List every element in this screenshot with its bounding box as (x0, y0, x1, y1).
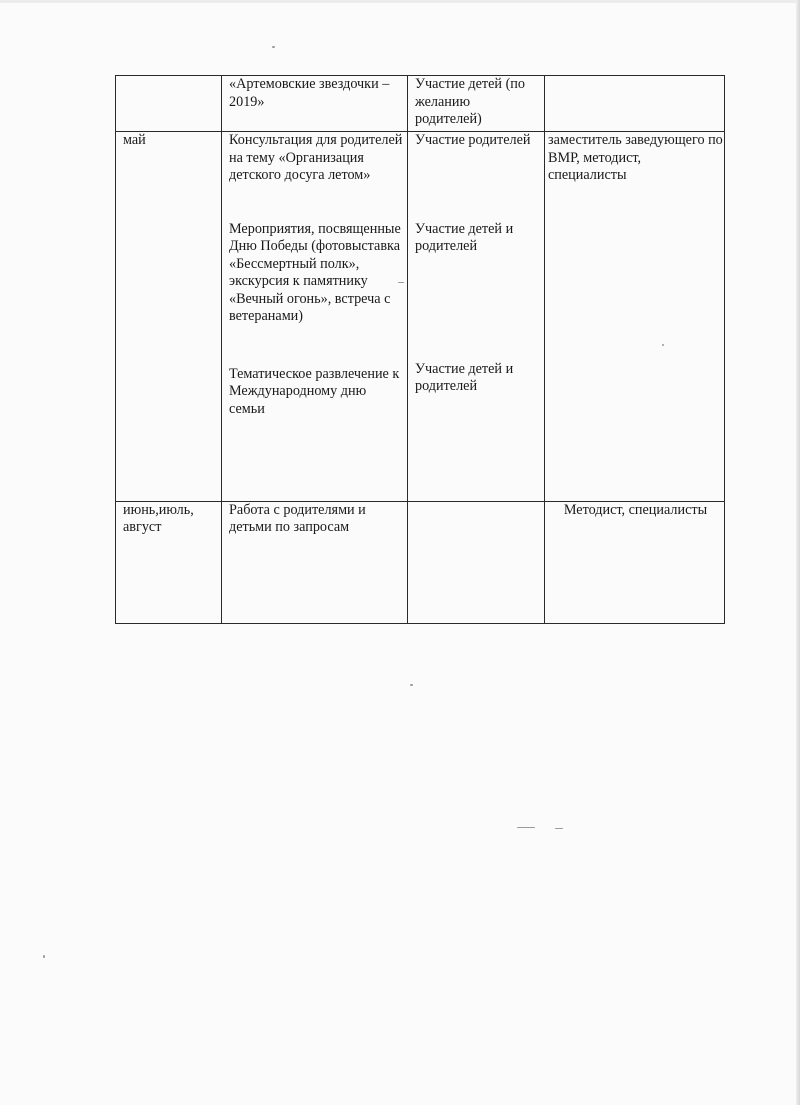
scan-speck (555, 828, 563, 829)
month-cell (116, 501, 222, 623)
month-cell (116, 76, 222, 132)
scan-speck (272, 46, 275, 48)
event-text: Консультация для родителей на тему «Организация детского досуга летом» (229, 132, 403, 184)
scan-speck (517, 827, 535, 828)
event-cell (222, 76, 408, 132)
scan-right-edge (796, 0, 800, 1105)
participation-cell (408, 501, 545, 623)
responsible-text: заместитель заведующего по ВМР, методист, специалисты (548, 132, 723, 184)
event-text: Мероприятия, посвященные Дню Победы (фотовыставка «Бессмертный полк», экскурсия к памятнику «Вечный огонь», встреча с ветеранами) (229, 220, 401, 325)
month-text: май (123, 132, 146, 149)
responsible-cell (545, 76, 725, 132)
scan-speck (662, 344, 664, 346)
event-text: Работа с родителями и детьми по запросам (229, 501, 366, 536)
scan-speck (43, 955, 45, 958)
participation-text: Участие детей (по желанию родителей) (415, 76, 525, 127)
participation-text: Участие родителей (415, 132, 531, 149)
participation-text: Участие детей и родителей (415, 220, 514, 255)
responsible-cell (545, 132, 725, 502)
table-row (116, 501, 725, 623)
table-row (116, 132, 725, 502)
month-cell (116, 132, 222, 502)
scan-speck (398, 282, 404, 283)
event-cell (222, 501, 408, 623)
responsible-cell (545, 501, 725, 623)
event-text: Тематическое развлечение к Международному дню семьи (229, 365, 400, 417)
table-row (116, 76, 725, 132)
responsible-text: Методист, специалисты (563, 501, 708, 518)
event-cell (222, 132, 408, 502)
event-text: «Артемовские звездочки – 2019» (229, 76, 390, 110)
month-text: июнь,июль, август (123, 501, 194, 536)
scan-top-edge (0, 0, 800, 3)
participation-cell (408, 132, 545, 502)
scan-speck (410, 684, 413, 686)
participation-cell (408, 76, 545, 132)
participation-text: Участие детей и родителей (415, 360, 514, 395)
activities-table (115, 75, 725, 624)
